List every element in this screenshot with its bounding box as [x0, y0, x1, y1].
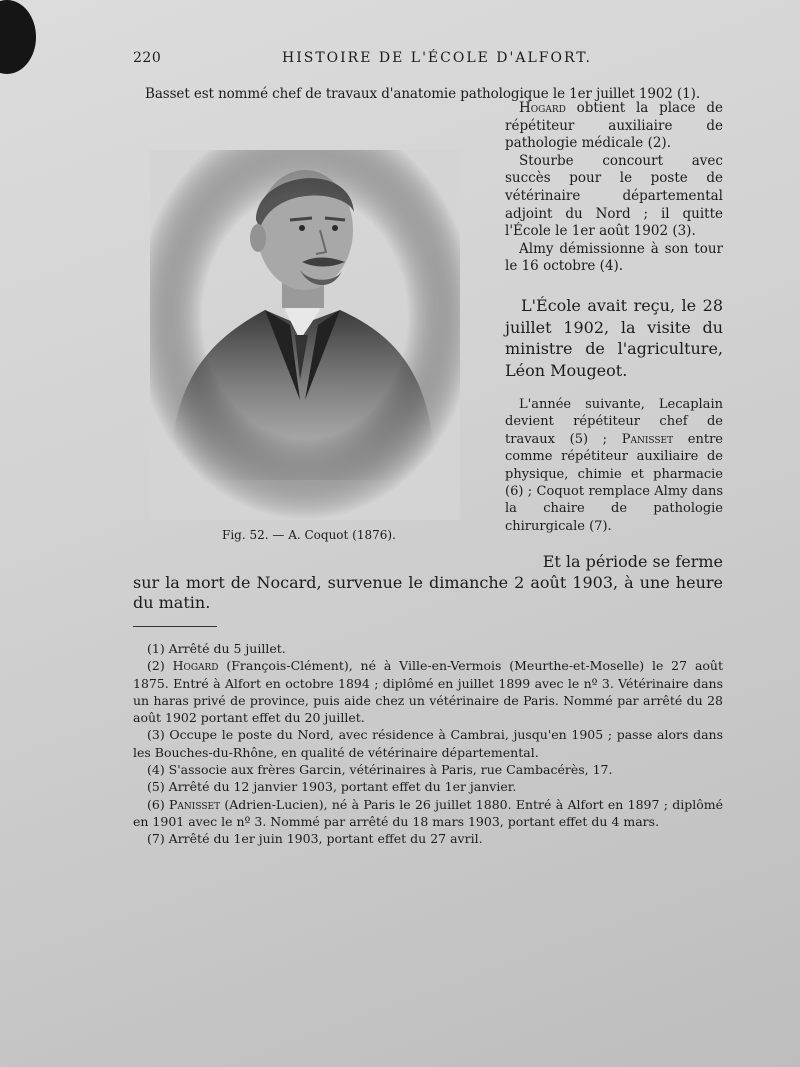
footnote-3: (3) Occupe le poste du Nord, avec résidence à Cambrai, jusqu'en 1905 ; passe alors dans les Bouches-du-Rhône, en qualité de vétérinaire départemental.	[133, 727, 723, 760]
paragraph-visite-text: L'École avait reçu, le 28 juillet 1902, la visite du ministre de l'agriculture, Léon Mougeot.	[505, 296, 723, 380]
page-number: 220	[133, 50, 162, 66]
footnote-4: (4) S'associe aux frères Garcin, vétérinaires à Paris, rue Cambacérès, 17.	[147, 762, 613, 778]
footnote-6	[133, 796, 723, 831]
footnote-2-name: Hogard	[172, 658, 219, 674]
footnote-6-num: (6)	[147, 796, 169, 812]
name-panisset: Panisset	[621, 431, 674, 447]
footnote-2	[133, 657, 723, 726]
closing-rest: sur la mort de Nocard, survenue le dimanche 2 août 1903, à une heure du matin.	[133, 572, 723, 612]
paragraph-basset: Basset est nommé chef de travaux d'anatomie pathologique le 1er juillet 1902 (1).	[145, 86, 701, 102]
name-hogard: Hogard	[519, 100, 566, 116]
paragraph-hogard-text: obtient la place de répétiteur auxiliaire de pathologie médicale (2).	[505, 100, 723, 152]
footnote-rule	[133, 626, 217, 627]
footnote-5: (5) Arrêté du 12 janvier 1903, portant effet du 1er janvier.	[147, 779, 517, 795]
right-column-bottom	[505, 396, 723, 535]
footnote-2-num: (2)	[147, 658, 173, 674]
footnotes	[133, 640, 723, 848]
paragraph-closing	[133, 552, 723, 614]
figure-caption: Fig. 52. — A. Coquot (1876).	[222, 528, 396, 542]
footnote-1: (1) Arrêté du 5 juillet.	[147, 641, 286, 656]
footnote-7: (7) Arrêté du 1er juin 1903, portant effet du 27 avril.	[147, 831, 483, 847]
binder-hole	[0, 0, 36, 74]
closing-first-line: Et la période se ferme	[542, 552, 723, 571]
footnote-6-text: (Adrien-Lucien), né à Paris le 26 juillet 1880. Entré à Alfort en 1897 ; diplômé en 1901 avec le nº 3. Nommé par arrêté du 18 mars 1903, portant effet du 4 mars.	[133, 796, 723, 829]
paragraph-stourbe: Stourbe concourt avec succès pour le poste de vétérinaire départemental adjoint du Nord ; il quitte l'École le 1er août 1902 (3).	[505, 152, 723, 240]
paragraph-visite	[505, 295, 723, 381]
running-title: HISTOIRE DE L'ÉCOLE D'ALFORT.	[282, 50, 592, 66]
portrait-photo	[150, 150, 460, 520]
paragraph-annee-suivante	[505, 396, 723, 535]
paragraph-annee-text-a: L'année suivante, Lecaplain devient répétiteur chef de travaux (5) ;	[505, 397, 723, 447]
paragraph-hogard	[505, 100, 723, 153]
footnote-2-text: (François-Clément), né à Ville-en-Vermois (Meurthe-et-Moselle) le 27 août 1875. Entré à Alfort en octobre 1894 ; diplômé en juillet 1899 avec le nº 3. Vétérinaire dans un haras privé de province, puis aide chez un vétérinaire de Paris. Nommé par arrêté du 28 août 1902 portant effet du 20 juillet.	[133, 658, 723, 726]
footnote-6-name: Panisset	[169, 796, 221, 812]
paragraph-annee-text-b: entre comme répétiteur auxiliaire de physique, chimie et pharmacie (6) ; Coquot remplace Almy dans la chaire de pathologie chirurgicale (7).	[505, 431, 723, 534]
right-column-top	[505, 100, 723, 276]
paragraph-almy: Almy démissionne à son tour le 16 octobre (4).	[505, 240, 723, 275]
